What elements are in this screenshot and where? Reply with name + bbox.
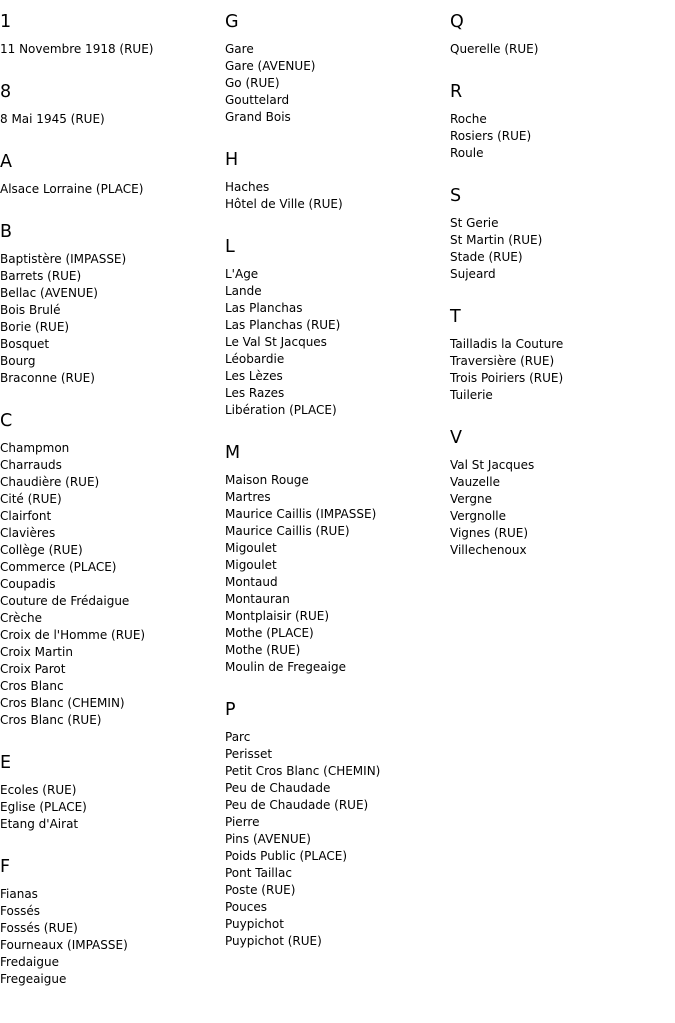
letter-group [450,186,672,283]
street-link[interactable]: Hôtel de Ville (RUE) [225,197,343,211]
letter-heading: R [450,82,463,102]
street-link[interactable]: Las Planchas (RUE) [225,318,341,332]
street-link[interactable]: Trois Poiriers (RUE) [450,371,564,385]
street-link[interactable]: Bosquet [0,337,50,351]
street-link[interactable]: Vergne [450,492,492,506]
street-list [225,729,447,950]
letter-group [450,82,672,162]
street-link[interactable]: Chaudière (RUE) [0,475,100,489]
street-link[interactable]: 11 Novembre 1918 (RUE) [0,42,154,56]
street-list [450,457,672,559]
street-link[interactable]: Clairfont [0,509,52,523]
street-link[interactable]: St Martin (RUE) [450,233,543,247]
street-link[interactable]: Croix Parot [0,662,66,676]
letter-group [450,12,672,58]
street-list [225,266,447,419]
index-column-2 [225,0,447,950]
street-link[interactable]: Croix Martin [0,645,73,659]
street-link[interactable]: Libération (PLACE) [225,403,337,417]
street-link[interactable]: Croix de l'Homme (RUE) [0,628,146,642]
street-link[interactable]: Fianas [0,887,38,901]
street-link[interactable]: Montaud [225,575,278,589]
street-link[interactable]: Cros Blanc [0,679,64,693]
letter-heading: P [225,700,236,720]
street-link[interactable]: Tuilerie [450,388,493,402]
street-link[interactable]: Mothe (RUE) [225,643,301,657]
street-link[interactable]: Ecoles (RUE) [0,783,77,797]
street-link[interactable]: L'Age [225,267,259,281]
street-link[interactable]: Moulin de Fregeaige [225,660,346,674]
street-link[interactable]: Bourg [0,354,36,368]
street-list [225,179,447,213]
street-link[interactable]: Maurice Caillis (IMPASSE) [225,507,377,521]
street-link[interactable]: Traversière (RUE) [450,354,555,368]
street-link[interactable]: Roche [450,112,487,126]
index-column-1 [0,0,222,988]
letter-heading: 1 [0,12,12,32]
letter-group [450,307,672,404]
street-link[interactable]: Pouces [225,900,267,914]
index-column-3 [450,0,672,559]
street-link[interactable]: Montauran [225,592,290,606]
street-link[interactable]: Petit Cros Blanc (CHEMIN) [225,764,381,778]
street-list [450,41,672,58]
street-link[interactable]: Gare (AVENUE) [225,59,316,73]
street-link[interactable]: Poids Public (PLACE) [225,849,348,863]
letter-group [0,12,222,58]
street-list [0,181,222,198]
street-link[interactable]: Fossés (RUE) [0,921,78,935]
letter-group [0,411,222,729]
letter-group [0,753,222,833]
street-link[interactable]: Peu de Chaudade [225,781,331,795]
street-link[interactable]: Val St Jacques [450,458,535,472]
letter-heading: S [450,186,462,206]
street-link[interactable]: Montplaisir (RUE) [225,609,330,623]
letter-heading: V [450,428,462,448]
street-link[interactable]: Champmon [0,441,70,455]
street-link[interactable]: Commerce (PLACE) [0,560,117,574]
street-link[interactable]: Las Planchas [225,301,303,315]
street-link[interactable]: Roule [450,146,484,160]
letter-heading: C [0,411,13,431]
street-link[interactable]: Mothe (PLACE) [225,626,314,640]
street-link[interactable]: Fredaigue [0,955,59,969]
street-link[interactable]: Crèche [0,611,43,625]
street-list [225,41,447,126]
letter-group [0,857,222,988]
street-link[interactable]: Bois Brulé [0,303,61,317]
letter-group [450,428,672,559]
street-link[interactable]: Rosiers (RUE) [450,129,532,143]
letter-heading: M [225,443,241,463]
letter-group [225,700,447,950]
letter-heading: H [225,150,239,170]
street-list [0,782,222,833]
street-link[interactable]: Puypichot [225,917,284,931]
street-link[interactable]: Grand Bois [225,110,291,124]
letter-heading: G [225,12,239,32]
street-list [225,472,447,676]
street-link[interactable]: Cros Blanc (RUE) [0,713,102,727]
letter-heading: T [450,307,461,327]
letter-group [225,12,447,126]
letter-group [0,152,222,198]
street-link[interactable]: Pierre [225,815,260,829]
street-link[interactable]: Villechenoux [450,543,527,557]
street-link[interactable]: Gouttelard [225,93,290,107]
street-list [450,111,672,162]
letter-heading: A [0,152,12,172]
letter-group [225,237,447,419]
letter-heading: Q [450,12,464,32]
street-link[interactable]: Fregeaigue [0,972,67,986]
street-link[interactable]: Gare [225,42,254,56]
letter-group [0,222,222,387]
street-list [450,215,672,283]
street-link[interactable]: 8 Mai 1945 (RUE) [0,112,105,126]
street-list [450,336,672,404]
street-link[interactable]: Fossés [0,904,40,918]
street-link[interactable]: Cité (RUE) [0,492,62,506]
street-link[interactable]: Tailladis la Couture [450,337,564,351]
street-link[interactable]: Etang d'Airat [0,817,79,831]
street-link[interactable]: Clavières [0,526,56,540]
street-link[interactable]: Fourneaux (IMPASSE) [0,938,128,952]
street-link[interactable]: St Gerie [450,216,499,230]
street-link[interactable]: Maurice Caillis (RUE) [225,524,350,538]
letter-group [225,150,447,213]
street-link[interactable]: Peu de Chaudade (RUE) [225,798,369,812]
street-link[interactable]: Les Razes [225,386,285,400]
letter-heading: B [0,222,13,242]
street-link[interactable]: Braconne (RUE) [0,371,95,385]
street-link[interactable]: Cros Blanc (CHEMIN) [0,696,125,710]
street-link[interactable]: Eglise (PLACE) [0,800,87,814]
letter-group [0,82,222,128]
street-list [0,41,222,58]
street-link[interactable]: Collège (RUE) [0,543,83,557]
street-link[interactable]: Charrauds [0,458,62,472]
letter-heading: E [0,753,12,773]
street-list [0,440,222,729]
street-link[interactable]: Couture de Frédaigue [0,594,130,608]
street-link[interactable]: Coupadis [0,577,56,591]
street-link[interactable]: Querelle (RUE) [450,42,539,56]
street-link[interactable]: Puypichot (RUE) [225,934,322,948]
street-link[interactable]: Le Val St Jacques [225,335,327,349]
street-link[interactable]: Poste (RUE) [225,883,296,897]
street-link[interactable]: Pont Taillac [225,866,292,880]
street-link[interactable]: Stade (RUE) [450,250,523,264]
letter-heading: L [225,237,235,257]
street-link[interactable]: Martres [225,490,271,504]
street-link[interactable]: Maison Rouge [225,473,309,487]
street-link[interactable]: Vauzelle [450,475,500,489]
street-link[interactable]: Haches [225,180,270,194]
street-link[interactable]: Lande [225,284,262,298]
street-link[interactable]: Sujeard [450,267,496,281]
street-list [0,886,222,988]
street-link[interactable]: Bellac (AVENUE) [0,286,98,300]
street-link[interactable]: Migoulet [225,541,277,555]
letter-group [225,443,447,676]
street-link[interactable]: Migoulet [225,558,277,572]
street-link[interactable]: Pins (AVENUE) [225,832,311,846]
street-link[interactable]: Barrets (RUE) [0,269,82,283]
street-link[interactable]: Léobardie [225,352,285,366]
street-link[interactable]: Vignes (RUE) [450,526,529,540]
street-list [0,111,222,128]
street-list [0,251,222,387]
street-link[interactable]: Parc [225,730,251,744]
street-link[interactable]: Borie (RUE) [0,320,70,334]
street-link[interactable]: Vergnolle [450,509,506,523]
street-link[interactable]: Alsace Lorraine (PLACE) [0,182,144,196]
street-link[interactable]: Baptistère (IMPASSE) [0,252,127,266]
street-link[interactable]: Go (RUE) [225,76,280,90]
letter-heading: F [0,857,11,877]
street-link[interactable]: Perisset [225,747,273,761]
street-link[interactable]: Les Lèzes [225,369,283,383]
letter-heading: 8 [0,82,12,102]
